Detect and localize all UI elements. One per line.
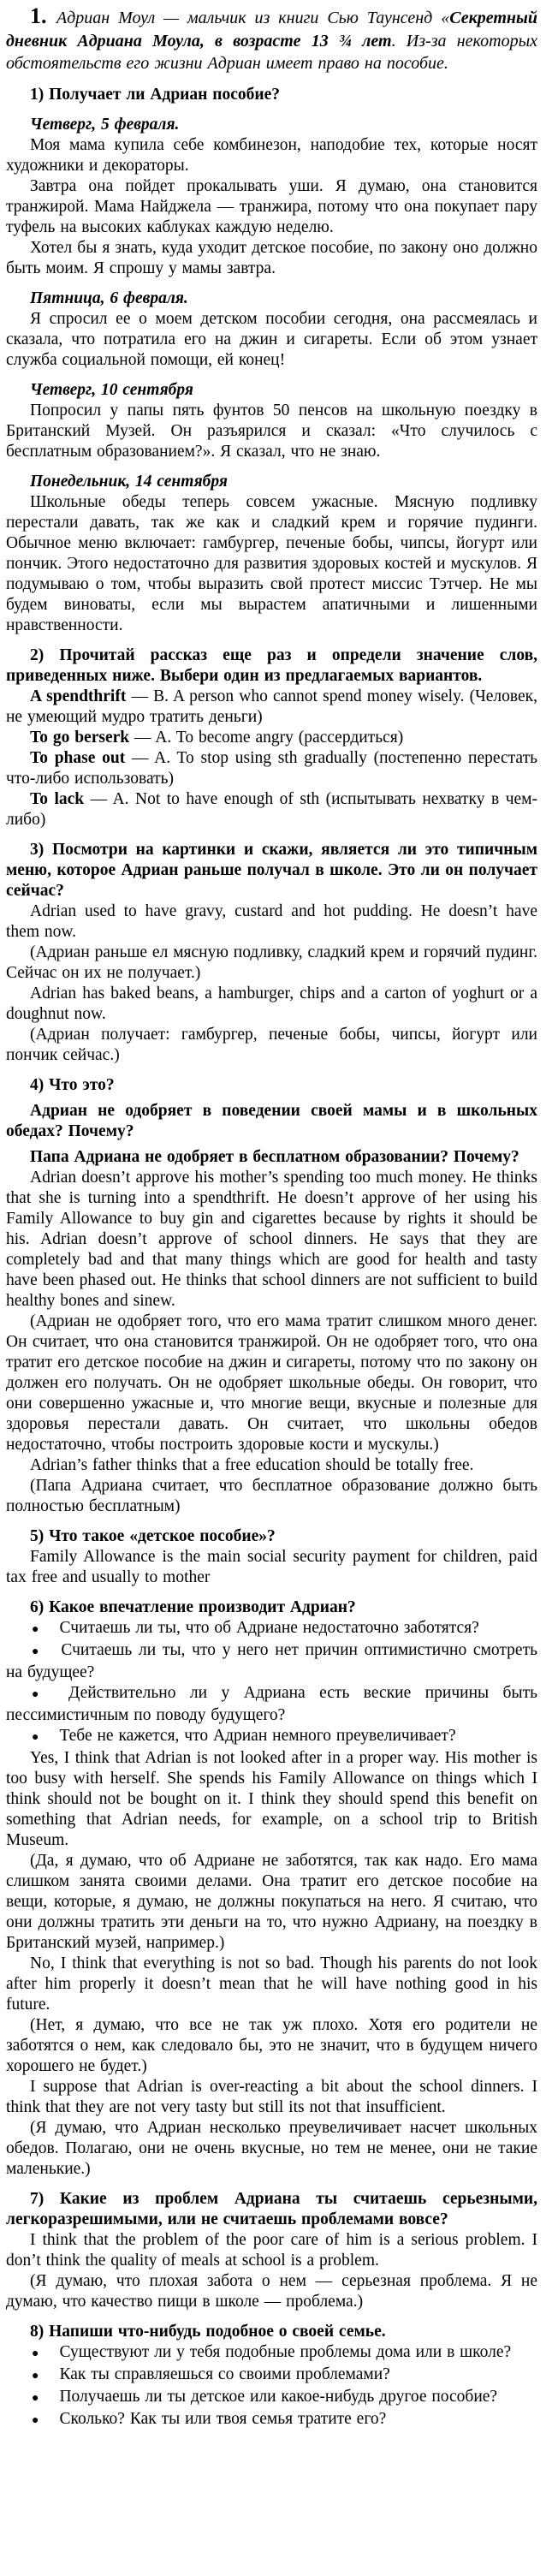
- text-run: Adrian doesn’t approve his mother’s spending too much money. He thinks that she is turning into a spendthrift. He doesn’t approve of her using his Family Allowance to buy gin and cigarettes because by rights it should be his. Adrian doesn’t approve of school dinners. He says that they are completely bad and that many things which are good for health and tasty have been phased out. He thinks that school dinners are not sufficient to build healthy bones and sinew.: [6, 1168, 537, 1310]
- text-run: (Папа Адриана считает, что бесплатное образование должно быть полностью бесплатным): [6, 1476, 537, 1515]
- paragraph-body: [6, 2118, 537, 2180]
- paragraph-body: [6, 1025, 537, 1066]
- text-run: Получаешь ли ты детское или какое-нибудь другое пособие?: [59, 2387, 498, 2406]
- paragraph-bullet: [6, 1640, 537, 1683]
- paragraph-body: [6, 943, 537, 984]
- paragraph-date: [6, 472, 537, 492]
- paragraph-bullet: [6, 2409, 537, 2431]
- text-run: Адриан не одобряет в поведении своей мамы и в школьных обедах? Почему?: [6, 1101, 537, 1140]
- text-run: 6) Какое впечатление производит Адриан?: [30, 1597, 356, 1616]
- paragraph-heading: [6, 1597, 537, 1618]
- paragraph-body: [6, 176, 537, 238]
- paragraph-bullet: [6, 1618, 537, 1640]
- paragraph-term: [6, 687, 537, 728]
- paragraph-body: [6, 2230, 537, 2271]
- paragraph-term: [6, 728, 537, 748]
- paragraph-heading: [6, 1526, 537, 1547]
- paragraph-body: [6, 2271, 537, 2312]
- text-run: Считаешь ли ты, что об Адриане недостаточно заботятся?: [59, 1618, 479, 1637]
- text-run: 5) Что такое «детское пособие»?: [30, 1526, 276, 1545]
- text-run: Пятница, 6 февраля.: [30, 289, 188, 307]
- paragraph-heading: [6, 85, 537, 105]
- text-run: 4) Что это?: [30, 1075, 115, 1094]
- paragraph-term: [6, 748, 537, 789]
- paragraph-body: [6, 1455, 537, 1476]
- text-run: I suppose that Adrian is over-reacting a bit about the school dinners. I think that they are not very tasty but still its not that insufficient.: [6, 2077, 537, 2116]
- text-run: No, I think that everything is not so bad. Though his parents do not look after him properly it doesn’t mean that he will have nothing good in his future.: [6, 1954, 537, 2014]
- text-run: (Да, я думаю, что об Адриане не заботятся, так как надо. Его мама слишком занята своими делами. Она тратит его детское пособие на вещи, которые, я думаю, не должны покупаться на него. Я считаю, что они должны тратить эти деньги на то, что нужно Адриану, на поездку в Британский музей, например.): [6, 1851, 537, 1952]
- paragraph-term: [6, 789, 537, 830]
- paragraph-intro: [6, 5, 537, 75]
- paragraph-heading: [6, 645, 537, 687]
- text-run: Yes, I think that Adrian is not looked after in a proper way. His mother is too busy with herself. She spends his Family Allowance on things which I think should not be bought on it. I think they should spend this benefit on something that Adrian needs, for example, on a school trip to British Museum.: [6, 1748, 537, 1849]
- text-run: A spendthrift: [30, 687, 127, 705]
- paragraph-body: [6, 2077, 537, 2118]
- text-run: Адриан Моул — мальчик из книги Сью Таунсенд «: [56, 9, 450, 27]
- text-run: 8) Напиши что-нибудь подобное о своей семье.: [30, 2322, 386, 2341]
- text-run: — B. A person who cannot spend money wisely. (Человек, не умеющий мудро тратить деньги): [6, 687, 537, 726]
- bullet-icon: ●: [32, 2413, 39, 2427]
- paragraph-body: [6, 1954, 537, 2015]
- text-run: I think that the problem of the poor care of him is a serious problem. I don’t think the quality of meals at school is a problem.: [6, 2230, 537, 2270]
- paragraph-date: [6, 289, 537, 309]
- text-run: (Адриан раньше ел мясную подливку, сладкий крем и горячий пудинг. Сейчас он их не получает.): [6, 943, 537, 982]
- paragraph-body: [6, 135, 537, 176]
- paragraph-body: [6, 238, 537, 279]
- text-run: Family Allowance is the main social security payment for children, paid tax free and usually to mother: [6, 1547, 537, 1586]
- text-run: Как ты справляешься со своими проблемами?: [59, 2365, 390, 2383]
- paragraph-body: [6, 309, 537, 371]
- paragraph-bullet: [6, 2342, 537, 2365]
- text-run: 1) Получает ли Адриан пособие?: [30, 85, 281, 104]
- text-run: (Я думаю, что плохая забота о нем — серьезная проблема. Я не думаю, что качество пищи в школе — проблема.): [6, 2271, 537, 2311]
- text-run: 3) Посмотри на картинки и скажи, является ли это типичным меню, которое Адриан раньше получал в школе. Это ли он получает сейчас?: [6, 840, 537, 900]
- paragraph-heading: [6, 1101, 537, 1142]
- paragraph-heading: [6, 1147, 537, 1168]
- text-run: Попросил у папы пять фунтов 50 пенсов на школьную поездку в Британский Музей. Он разъярился и сказал: «Что случилось с бесплатным образованием?». Я сказал, что не знаю.: [6, 401, 537, 461]
- paragraph-body: [6, 1168, 537, 1312]
- text-run: — A. To become angry (рассердиться): [129, 728, 404, 747]
- text-run: Действительно ли у Адриана есть веские причины быть пессимистичным по поводу будущего?: [6, 1683, 537, 1724]
- paragraph-bullet: [6, 1683, 537, 1726]
- text-run: Четверг, 10 сентября: [30, 380, 193, 399]
- bullet-icon: ●: [32, 1645, 41, 1658]
- text-run: Четверг, 5 февраля.: [30, 115, 180, 134]
- text-run: — A. Not to have enough of sth (испытывать нехватку в чем-либо): [6, 789, 537, 829]
- text-run: Adrian has baked beans, a hamburger, chips and a carton of yoghurt or a doughnut now.: [6, 984, 537, 1023]
- text-run: (Я думаю, что Адриан несколько преувеличивает насчет школьных обедов. Полагаю, они не очень вкусные, но тем не менее, они не такие маленькие.): [6, 2118, 537, 2178]
- text-run: To go berserk: [30, 728, 130, 747]
- paragraph-heading: [6, 1075, 537, 1096]
- text-run: Понедельник, 14 сентября: [30, 472, 228, 491]
- paragraph-date: [6, 115, 537, 135]
- paragraph-bullet: [6, 2387, 537, 2409]
- paragraph-body: [6, 1748, 537, 1851]
- paragraph-bullet: [6, 1726, 537, 1748]
- text-run: Завтра она пойдет прокалывать уши. Я думаю, она становится транжирой. Мама Найджела — транжира, потому что она покупает пару туфель на высоких каблуках каждую неделю.: [6, 176, 537, 236]
- paragraph-body: [6, 1312, 537, 1455]
- text-run: 2) Прочитай рассказ еще раз и определи значение слов, приведенных ниже. Выбери один из предлагаемых вариантов.: [6, 645, 537, 685]
- text-run: Моя мама купила себе комбинезон, наподобие тех, которые носят художники и декораторы.: [6, 135, 537, 175]
- paragraph-body: [6, 1476, 537, 1517]
- text-run: Считаешь ли ты, что у него нет причин оптимистично смотреть на будущее?: [6, 1640, 537, 1681]
- text-run: To lack: [30, 789, 85, 808]
- paragraph-body: [6, 1851, 537, 1954]
- bullet-icon: ●: [32, 2391, 39, 2405]
- text-run: Хотел бы я знать, куда уходит детское пособие, по закону оно должно быть моим. Я спрошу у мамы завтра.: [6, 238, 537, 277]
- text-run: Я спросил ее о моем детском пособии сегодня, она рассмеялась и сказала, что потратила его на джин и сигареты. Если об этом узнает служба социальной помощи, ей конец!: [6, 309, 537, 369]
- paragraph-body: [6, 984, 537, 1025]
- bullet-icon: ●: [32, 1687, 49, 1701]
- paragraph-heading: [6, 2322, 537, 2342]
- text-run: Школьные обеды теперь совсем ужасные. Мясную подливку перестали давать, так же как и сладкий крем и горячие пудинги. Обычное меню включает: гамбургер, печеные бобы, чипсы, йогурт или пончик. Этого недостаточно для развития здоровых костей и мускулов. Я подумываю о том, чтобы выразить свой протест миссис Тэтчер. Не мы будем виноваты, если мы вырастем апатичными и лишенными нравственности.: [6, 492, 537, 634]
- text-run: Папа Адриана не одобряет в бесплатном образовании? Почему?: [30, 1147, 519, 1166]
- text-run: Adrian’s father thinks that a free education should be totally free.: [30, 1455, 474, 1474]
- paragraph-body: [6, 1547, 537, 1588]
- bullet-icon: ●: [32, 1730, 39, 1744]
- text-run: To phase out: [30, 748, 126, 767]
- paragraph-heading: [6, 840, 537, 901]
- text-run: Секретный дневник Адриана Моула, в возрасте 13 ¾ лет: [6, 9, 538, 51]
- text-run: Adrian used to have gravy, custard and hot pudding. He doesn’t have them now.: [6, 901, 537, 941]
- text-run: 1.: [30, 3, 56, 28]
- text-run: Тебе не кажется, что Адриан немного преувеличивает?: [59, 1726, 456, 1745]
- text-run: Существуют ли у тебя подобные проблемы дома или в школе?: [59, 2342, 512, 2361]
- text-run: — A. To stop using sth gradually (постепенно перестать что-либо использовать): [6, 748, 537, 788]
- bullet-icon: ●: [32, 1622, 39, 1636]
- bullet-icon: ●: [32, 2347, 39, 2360]
- paragraph-body: [6, 901, 537, 943]
- paragraph-body: [6, 401, 537, 462]
- bullet-icon: ●: [32, 2369, 39, 2383]
- text-run: 7) Какие из проблем Адриана ты считаешь серьезными, легкоразрешимыми, или не считаешь проблемами вовсе?: [6, 2189, 537, 2228]
- text-run: (Нет, я думаю, что все не так уж плохо. Хотя его родители не заботятся о нем, как следовало бы, это не значит, что в будущем ничего хорошего не будет.): [6, 2015, 537, 2075]
- paragraph-heading: [6, 2189, 537, 2230]
- text-run: . Из-за некоторых обстоятельств его жизни Адриан имеет право на пособие.: [6, 31, 537, 73]
- text-run: Сколько? Как ты или твоя семья тратите его?: [59, 2409, 387, 2428]
- paragraph-bullet: [6, 2365, 537, 2387]
- paragraph-body: [6, 2015, 537, 2077]
- text-run: (Адриан получает: гамбургер, печеные бобы, чипсы, йогурт или пончик сейчас.): [6, 1025, 537, 1064]
- paragraph-body: [6, 492, 537, 636]
- document-content: [6, 5, 537, 2431]
- paragraph-date: [6, 380, 537, 401]
- text-run: (Адриан не одобряет того, что его мама тратит слишком много денег. Он считает, что она становится транжирой. Он не одобряет того, что она тратит его детское пособие на джин и сигареты, потому что по закону он должен его получать. Он не одобряет школьные обеды. Он говорит, что они совершенно ужасные и, что многие вещи, вкусные и полезные для здоровья перестали давать. Он считает, что школьны обедов недостаточно, чтобы построить здоровые кости и мускулы.): [6, 1312, 537, 1454]
